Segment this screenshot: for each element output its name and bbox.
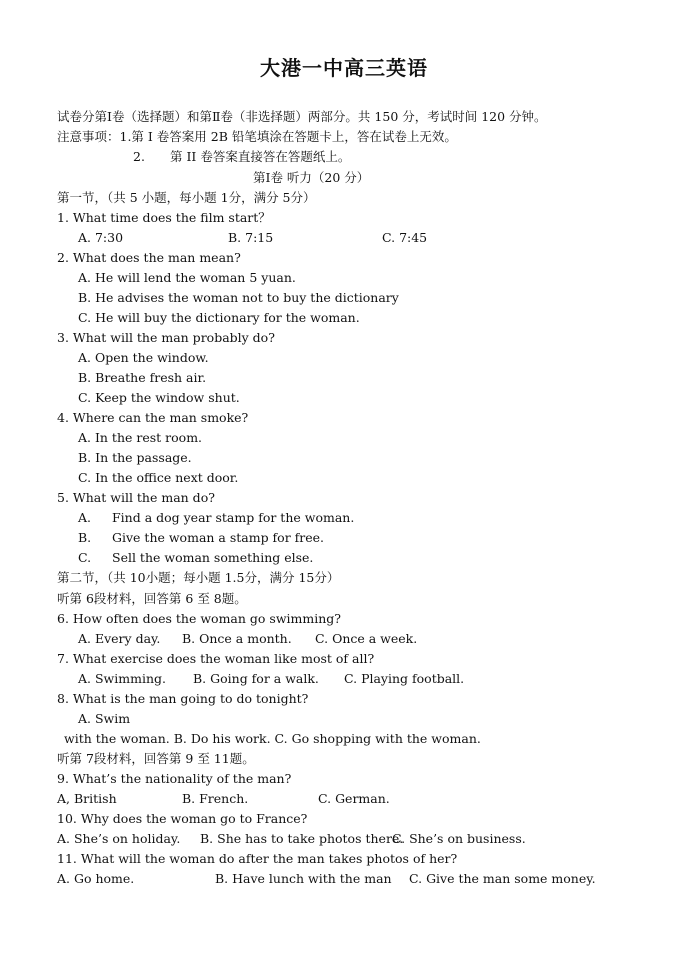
question-6-stem: 6. How often does the woman go swimming? xyxy=(57,611,341,626)
question-5-option-c: Sell the woman something else. xyxy=(112,550,314,565)
question-7-option-c: C. Playing football. xyxy=(344,671,465,686)
section2-heading: 第二节，（共 10小题；每小题 1.5分，满分 15分） xyxy=(57,570,340,585)
question-4-option-a: A. In the rest room. xyxy=(78,430,203,445)
question-10-option-b: B. She has to take photos there. xyxy=(200,831,404,846)
question-6-option-b: B. Once a month. xyxy=(182,631,292,646)
section1-heading: 第一节，（共 5 小题，每小题 1分，满分 5分） xyxy=(57,190,316,205)
question-1-option-a: A. 7:30 xyxy=(78,230,124,245)
question-7-option-b: B. Going for a walk. xyxy=(193,671,319,686)
question-5-option-b: Give the woman a stamp for free. xyxy=(112,530,325,545)
question-5-option-a: Find a dog year stamp for the woman. xyxy=(112,510,355,525)
question-11-option-c: C. Give the man some money. xyxy=(409,871,596,886)
page-title: 大港一中高三英语 xyxy=(260,56,428,80)
question-6-option-a: A. Every day. xyxy=(78,631,161,646)
question-7-stem: 7. What exercise does the woman like most of all? xyxy=(57,651,375,666)
question-11-option-b: B. Have lunch with the man xyxy=(215,871,392,886)
question-2-option-a: A. He will lend the woman 5 yuan. xyxy=(78,270,296,285)
part1-heading: 第Ⅰ卷 听力（20 分） xyxy=(253,170,370,185)
question-11-stem: 11. What will the woman do after the man takes photos of her? xyxy=(57,851,458,866)
question-11-option-a: A. Go home. xyxy=(57,871,135,886)
question-10-option-c: C. She’s on business. xyxy=(392,831,526,846)
notice-2-number: 2. xyxy=(133,149,145,164)
question-8-options-continued: with the woman. B. Do his work. C. Go shopping with the woman. xyxy=(64,731,481,746)
material-6-instruction: 听第 6段材料，回答第 6 至 8题。 xyxy=(57,591,247,606)
question-3-stem: 3. What will the man probably do? xyxy=(57,330,275,345)
intro-line: 试卷分第Ⅰ卷（选择题）和第Ⅱ卷（非选择题）两部分。共 150 分，考试时间 120 分钟。 xyxy=(57,109,547,124)
question-4-option-b: B. In the passage. xyxy=(78,450,192,465)
notice-2-text: 第 II 卷答案直接答在答题纸上。 xyxy=(170,149,351,164)
question-2-stem: 2. What does the man mean? xyxy=(57,250,241,265)
question-2-option-c: C. He will buy the dictionary for the woman. xyxy=(78,310,360,325)
question-5-option-c-label: C. xyxy=(78,550,92,565)
question-10-option-a: A. She’s on holiday. xyxy=(57,831,181,846)
question-10-stem: 10. Why does the woman go to France? xyxy=(57,811,308,826)
question-2-option-b: B. He advises the woman not to buy the dictionary xyxy=(78,290,399,305)
question-5-option-b-label: B. xyxy=(78,530,92,545)
question-3-option-b: B. Breathe fresh air. xyxy=(78,370,207,385)
question-8-stem: 8. What is the man going to do tonight? xyxy=(57,691,309,706)
question-4-option-c: C. In the office next door. xyxy=(78,470,239,485)
question-3-option-c: C. Keep the window shut. xyxy=(78,390,240,405)
question-7-option-a: A. Swimming. xyxy=(78,671,166,686)
question-8-option-a: A. Swim xyxy=(78,711,131,726)
question-9-option-a: A, British xyxy=(57,791,117,806)
question-3-option-a: A. Open the window. xyxy=(78,350,209,365)
material-7-instruction: 听第 7段材料，回答第 9 至 11题。 xyxy=(57,751,255,766)
question-4-stem: 4. Where can the man smoke? xyxy=(57,410,249,425)
question-9-option-c: C. German. xyxy=(318,791,390,806)
question-1-stem: 1. What time does the film start？ xyxy=(57,210,271,225)
question-1-option-b: B. 7:15 xyxy=(228,230,274,245)
notice-1: 注意事项：1.第 I 卷答案用 2B 铅笔填涂在答题卡上，答在试卷上无效。 xyxy=(57,129,457,144)
question-6-option-c: C. Once a week. xyxy=(315,631,418,646)
question-5-option-a-label: A. xyxy=(78,510,92,525)
question-9-option-b: B. French. xyxy=(182,791,249,806)
question-1-option-c: C. 7:45 xyxy=(382,230,428,245)
question-5-stem: 5. What will the man do? xyxy=(57,490,215,505)
question-9-stem: 9. What’s the nationality of the man? xyxy=(57,771,292,786)
